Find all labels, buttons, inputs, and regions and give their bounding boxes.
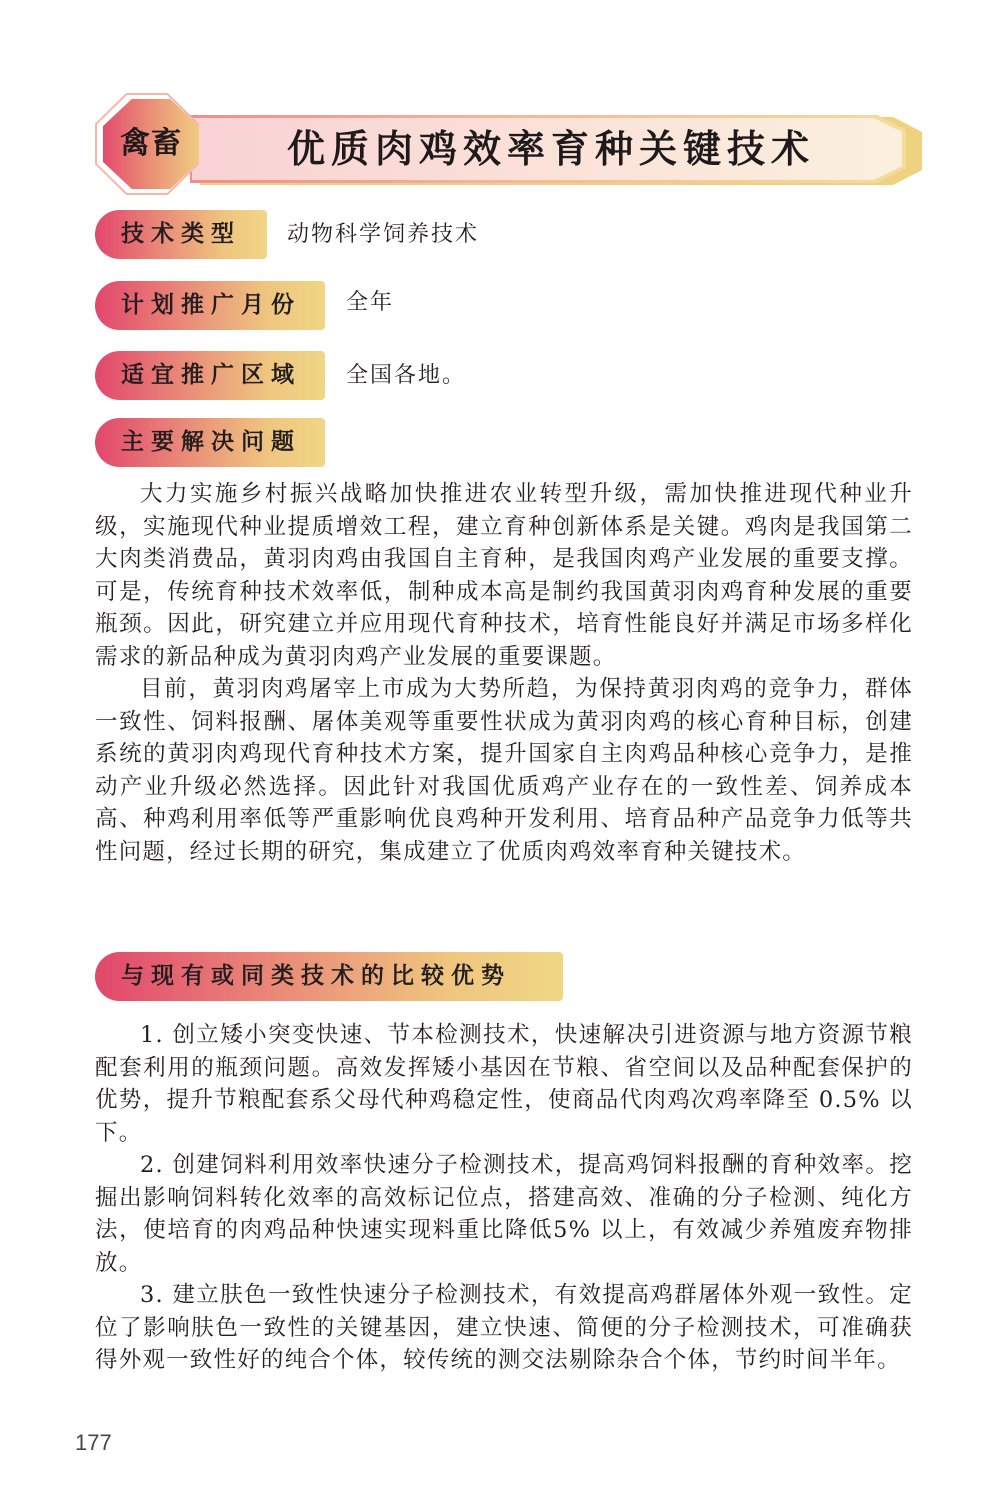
field-value-tech-type: 动物科学饲养技术 bbox=[287, 222, 480, 247]
page-title: 优质肉鸡效率育种关键技术 bbox=[287, 127, 816, 171]
problems-paragraph: 大力实施乡村振兴战略加快推进农业转型升级，需加快推进现代种业升级，实施现代种业提质增效工程，建立育种创新体系是关键。鸡肉是我国第二大肉类消费品，黄羽肉鸡由我国自主育种，是我国肉鸡产业发展的重要支撑。可是，传统育种技术效率低，制种成本高是制约我国黄羽肉鸡育种发展的重要瓶颈。因此，研究建立并应用现代育种技术，培育性能良好并满足市场多样化需求的新品种成为黄羽肉鸡产业发展的重要课题。 bbox=[95, 481, 913, 670]
category-badge-label: 禽畜 bbox=[120, 126, 182, 161]
section-heading-problems: 主要解决问题 bbox=[95, 418, 325, 467]
problems-body bbox=[95, 478, 913, 868]
field-label-promo-month: 计划推广月份 bbox=[95, 281, 325, 330]
advantage-item: 3. 建立肤色一致性快速分子检测技术，有效提高鸡群屠体外观一致性。定位了影响肤色一致性的关键基因，建立快速、简便的分子检测技术，可准确获得外观一致性好的纯合个体，较传统的测交法剔除杂合个体，节约时间半年。 bbox=[95, 1282, 913, 1373]
field-value-promo-month: 全年 bbox=[346, 290, 395, 315]
field-value-promo-region: 全国各地。 bbox=[346, 363, 467, 388]
field-label-promo-region: 适宜推广区域 bbox=[95, 351, 325, 400]
page-number: 177 bbox=[75, 1430, 112, 1455]
problems-paragraph: 目前，黄羽肉鸡屠宰上市成为大势所趋，为保持黄羽肉鸡的竞争力，群体一致性、饲料报酬、屠体美观等重要性状成为黄羽肉鸡的核心育种目标，创建系统的黄羽肉鸡现代育种技术方案，提升国家自主肉鸡品种核心竞争力，是推动产业升级必然选择。因此针对我国优质鸡产业存在的一致性差、饲养成本高、种鸡利用率低等严重影响优良鸡种开发利用、培育品种产品竞争力低等共性问题，经过长期的研究，集成建立了优质肉鸡效率育种关键技术。 bbox=[95, 676, 913, 865]
advantage-item: 2. 创建饲料利用效率快速分子检测技术，提高鸡饲料报酬的育种效率。挖掘出影响饲料转化效率的高效标记位点，搭建高效、准确的分子检测、纯化方法，使培育的肉鸡品种快速实现料重比降低5% 以上，有效减少养殖废弃物排放。 bbox=[95, 1152, 913, 1276]
title-banner bbox=[95, 93, 917, 195]
advantages-body bbox=[95, 1019, 913, 1377]
advantage-item: 1. 创立矮小突变快速、节本检测技术，快速解决引进资源与地方资源节粮配套利用的瓶颈问题。高效发挥矮小基因在节粮、省空间以及品种配套保护的优势，提升节粮配套系父母代种鸡稳定性，使商品代肉鸡次鸡率降至 0.5% 以下。 bbox=[95, 1022, 913, 1146]
field-label-tech-type: 技术类型 bbox=[95, 210, 267, 259]
section-heading-advantages: 与现有或同类技术的比较优势 bbox=[95, 952, 563, 1001]
